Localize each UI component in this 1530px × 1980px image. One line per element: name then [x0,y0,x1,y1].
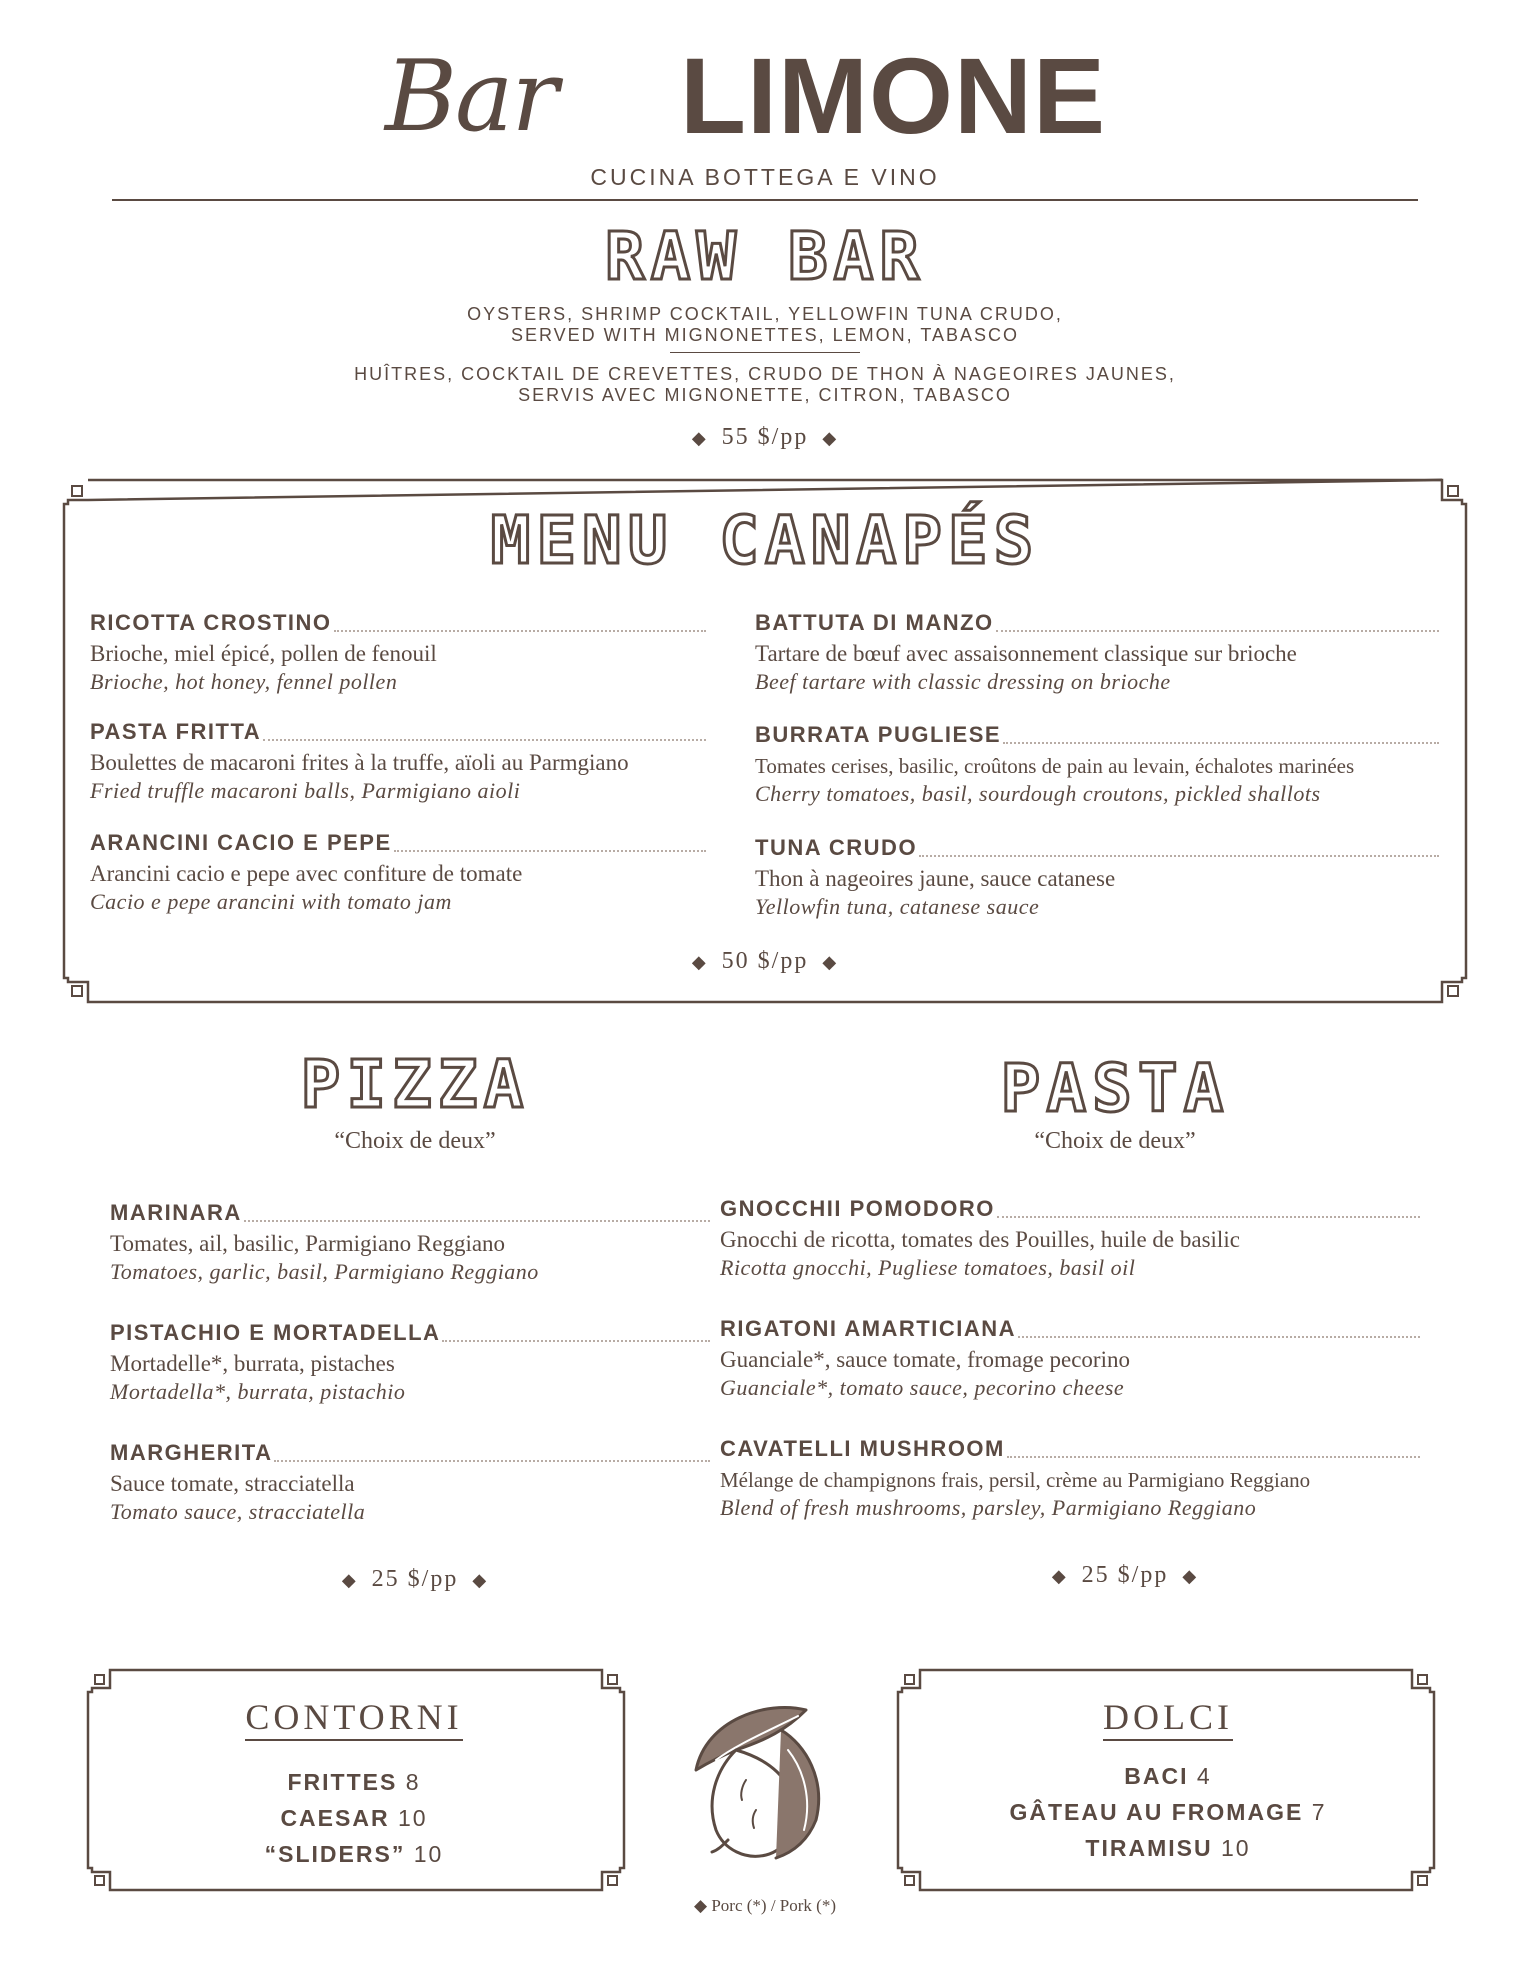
dotted-leader [244,1220,710,1222]
contorni-item-price: 10 [397,1805,428,1831]
canape-item-en: Yellowfin tuna, catanese sauce [755,894,1040,919]
canape-item-fr: Boulettes de macaroni frites à la truffe, aïoli au Parmgiano [90,750,629,775]
canape-item-fr: Thon à nageoires jaune, sauce catanese [755,866,1116,891]
pizza-item [110,1200,710,1286]
raw-bar-description-fr-2: SERVIS AVEC MIGNONETTE, CITRON, TABASCO [518,385,1012,405]
list-item [86,1800,622,1836]
canape-item [755,610,1439,696]
canape-item-en: Beef tartare with classic dressing on brioche [755,669,1171,694]
pizza-item [110,1440,710,1526]
dolci-title-text: DOLCI [1103,1697,1233,1741]
pasta-price-value: 25 $/pp [1081,1562,1169,1588]
contorni-item-price: 10 [413,1841,444,1867]
list-item [86,1764,622,1800]
dotted-leader [334,630,706,632]
dotted-leader [919,855,1439,857]
dolci-item-name: GÂTEAU AU FROMAGE [1009,1799,1304,1825]
raw-bar-title: RAW BAR [604,218,926,295]
list-item [900,1758,1436,1794]
canape-item-fr: Brioche, miel épicé, pollen de fenouil [90,641,437,666]
diamond-icon: ◆ [822,952,839,972]
list-item [900,1794,1436,1830]
canape-item [755,835,1439,921]
canape-item-en: Brioche, hot honey, fennel pollen [90,669,398,694]
raw-bar-price [0,424,1530,451]
header-divider [112,199,1418,201]
dotted-leader [1018,1336,1420,1338]
raw-bar-description-fr-1: HUÎTRES, COCKTAIL DE CREVETTES, CRUDO DE THON À NAGEOIRES JAUNES, [354,364,1176,384]
pizza-item-fr: Sauce tomate, stracciatella [110,1471,355,1496]
pizza-item-name: MARGHERITA [110,1440,273,1465]
pizza-item-en: Tomatoes, garlic, basil, Parmigiano Reggiano [110,1259,539,1284]
canape-item-name: BATTUTA DI MANZO [755,610,994,635]
canape-item-name: ARANCINI CACIO E PEPE [90,830,392,855]
raw-bar-description-en-1: OYSTERS, SHRIMP COCKTAIL, YELLOWFIN TUNA CRUDO, [467,304,1063,324]
dotted-leader [442,1340,710,1342]
raw-bar-price-value: 55 $/pp [721,424,809,450]
contorni-list [86,1764,622,1872]
contorni-item-name: FRITTES [287,1769,398,1795]
diamond-icon: ◆ [691,428,708,448]
dotted-leader [263,739,706,741]
diamond-icon: ◆ [472,1570,489,1590]
canape-item [90,830,706,916]
pasta-item-name: CAVATELLI MUSHROOM [720,1436,1005,1461]
pasta-title: PASTA [1000,1050,1230,1127]
canape-item-en: Cherry tomatoes, basil, sourdough croutons, pickled shallots [755,781,1321,806]
pizza-item-en: Mortadella*, burrata, pistachio [110,1379,406,1404]
pizza-item-name: PISTACHIO E MORTADELLA [110,1320,441,1345]
pasta-item-en: Ricotta gnocchi, Pugliese tomatoes, basil oil [720,1255,1136,1280]
contorni-title [86,1696,622,1738]
dolci-item-name: BACI [1124,1763,1189,1789]
canape-item [90,610,706,696]
canape-item-fr: Tartare de bœuf avec assaisonnement classique sur brioche [755,641,1297,666]
canape-item-name: BURRATA PUGLIESE [755,722,1002,747]
lemon-illustration-icon [676,1690,846,1870]
pork-footnote: ◆ Porc (*) / Pork (*) [694,1896,836,1915]
pasta-item-fr: Gnocchi de ricotta, tomates des Pouilles, huile de basilic [720,1227,1240,1252]
canapes-price-value: 50 $/pp [721,948,809,974]
dolci-item-price: 10 [1220,1835,1251,1861]
canape-item-fr: Arancini cacio e pepe avec confiture de tomate [90,861,523,886]
diamond-icon: ◆ [341,1570,358,1590]
dolci-item-price: 4 [1196,1763,1212,1789]
contorni-item-price: 8 [405,1769,421,1795]
canapes-price [0,948,1530,975]
pizza-title: PIZZA [300,1046,530,1123]
list-item [86,1836,622,1872]
canape-item-name: RICOTTA CROSTINO [90,610,332,635]
dolci-title [900,1696,1436,1738]
pizza-item-fr: Tomates, ail, basilic, Parmigiano Reggiano [110,1231,506,1256]
pizza-subtitle: “Choix de deux” [334,1128,496,1154]
pizza-price [220,1566,610,1593]
canape-item [755,722,1439,808]
pasta-item-fr: Mélange de champignons frais, persil, crème au Parmigiano Reggiano [720,1468,1311,1492]
diamond-icon: ◆ [1051,1566,1068,1586]
canapes-title: MENU CANAPÉS [490,502,1040,579]
pasta-item [720,1196,1420,1282]
canape-item-fr: Tomates cerises, basilic, croûtons de pain au levain, échalotes marinées [755,754,1355,778]
tagline: CUCINA BOTTEGA E VINO [590,164,940,190]
diamond-icon: ◆ [822,428,839,448]
pizza-price-value: 25 $/pp [371,1566,459,1592]
canape-item-en: Cacio e pepe arancini with tomato jam [90,889,452,914]
dotted-leader [1003,742,1439,744]
pasta-item-name: GNOCCHII POMODORO [720,1196,995,1221]
logo-script-text: Bar [385,40,557,154]
dolci-list [900,1758,1436,1866]
pasta-item-en: Blend of fresh mushrooms, parsley, Parmigiano Reggiano [720,1495,1257,1520]
pasta-item-name: RIGATONI AMARTICIANA [720,1316,1017,1341]
raw-bar-divider [670,352,860,353]
diamond-icon: ◆ [1182,1566,1199,1586]
canape-item-name: PASTA FRITTA [90,719,262,744]
pasta-item [720,1436,1420,1522]
contorni-item-name: CAESAR [280,1805,390,1831]
diamond-icon: ◆ [691,952,708,972]
canape-item-en: Fried truffle macaroni balls, Parmigiano aioli [90,778,521,803]
raw-bar-description-en-2: SERVED WITH MIGNONETTES, LEMON, TABASCO [510,325,1020,345]
dotted-leader [996,630,1439,632]
pasta-subtitle: “Choix de deux” [1034,1128,1196,1154]
canape-item [90,719,706,805]
dotted-leader [274,1460,710,1462]
logo-bold-text: LIMONE [680,35,1106,156]
pasta-item-en: Guanciale*, tomato sauce, pecorino cheese [720,1375,1125,1400]
dolci-item-price: 7 [1311,1799,1327,1825]
pizza-item [110,1320,710,1406]
dotted-leader [394,850,706,852]
canape-item-name: TUNA CRUDO [755,835,918,860]
pizza-item-en: Tomato sauce, stracciatella [110,1499,366,1524]
pasta-item [720,1316,1420,1402]
dotted-leader [997,1216,1420,1218]
pasta-item-fr: Guanciale*, sauce tomate, fromage pecorino [720,1347,1130,1372]
dolci-item-name: TIRAMISU [1085,1835,1213,1861]
pizza-item-name: MARINARA [110,1200,242,1225]
contorni-item-name: “SLIDERS” [264,1841,406,1867]
pizza-item-fr: Mortadelle*, burrata, pistaches [110,1351,395,1376]
contorni-title-text: CONTORNI [245,1697,462,1741]
pasta-price [930,1562,1320,1589]
dotted-leader [1007,1456,1420,1458]
list-item [900,1830,1436,1866]
